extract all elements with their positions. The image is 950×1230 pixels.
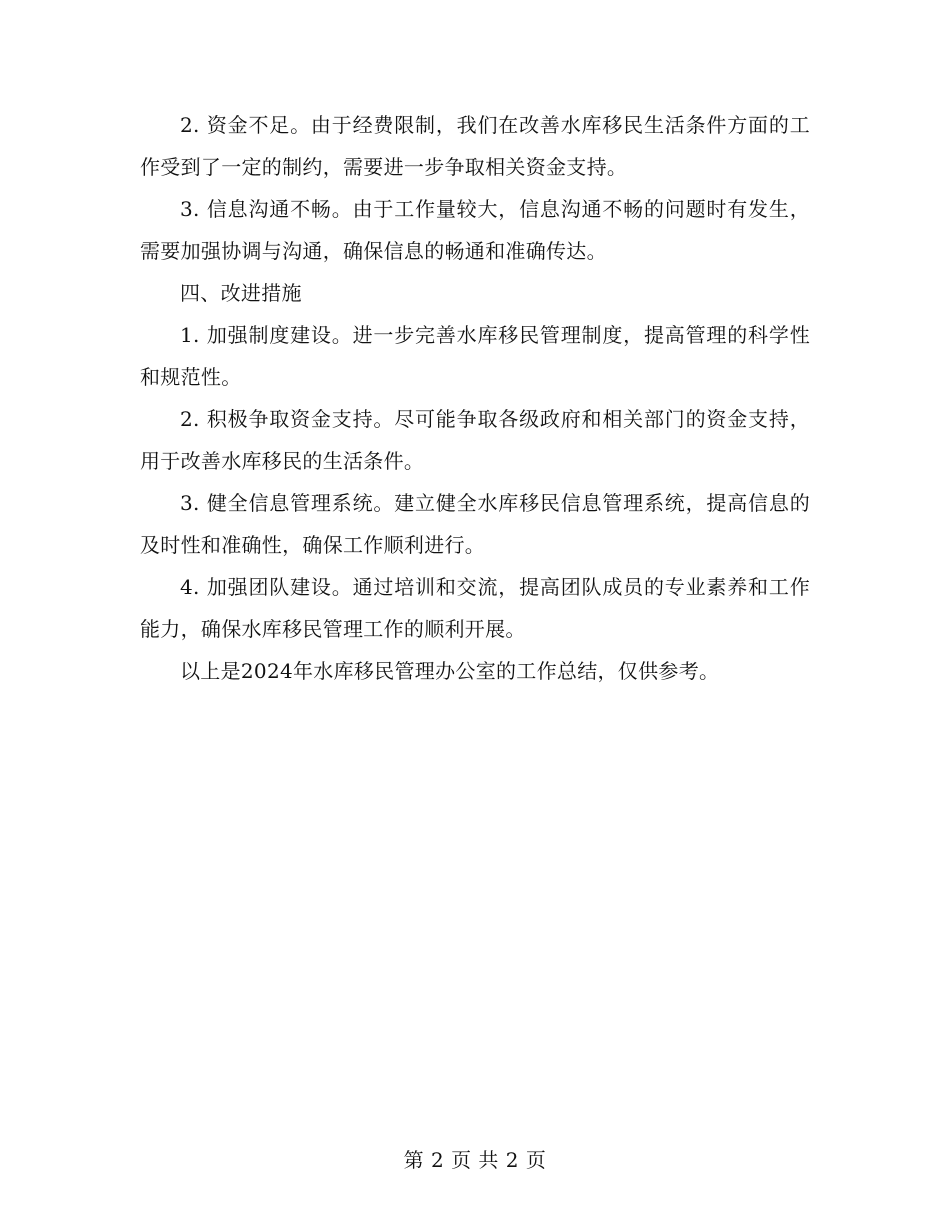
paragraph-team-building: 4. 加强团队建设。通过培训和交流，提高团队成员的专业素养和工作能力，确保水库移民管理工作的顺利开展。 [140, 575, 810, 641]
page-number-footer: 第 2 页 共 2 页 [403, 1148, 547, 1172]
paragraph-funding-shortage: 2. 资金不足。由于经费限制，我们在改善水库移民生活条件方面的工作受到了一定的制约，需要进一步争取相关资金支持。 [140, 113, 810, 179]
document-body [140, 104, 810, 692]
paragraph-communication-issue: 3. 信息沟通不畅。由于工作量较大，信息沟通不畅的问题时有发生，需要加强协调与沟通，确保信息的畅通和准确传达。 [140, 197, 810, 263]
paragraph-info-system: 3. 健全信息管理系统。建立健全水库移民信息管理系统，提高信息的及时性和准确性，确保工作顺利进行。 [140, 491, 810, 557]
paragraph-funding-support: 2. 积极争取资金支持。尽可能争取各级政府和相关部门的资金支持，用于改善水库移民的生活条件。 [140, 407, 810, 473]
paragraph-closing: 以上是2024年水库移民管理办公室的工作总结，仅供参考。 [180, 659, 720, 683]
paragraph-system-building: 1. 加强制度建设。进一步完善水库移民管理制度，提高管理的科学性和规范性。 [140, 323, 810, 389]
section-heading-improvements: 四、改进措施 [180, 281, 302, 305]
